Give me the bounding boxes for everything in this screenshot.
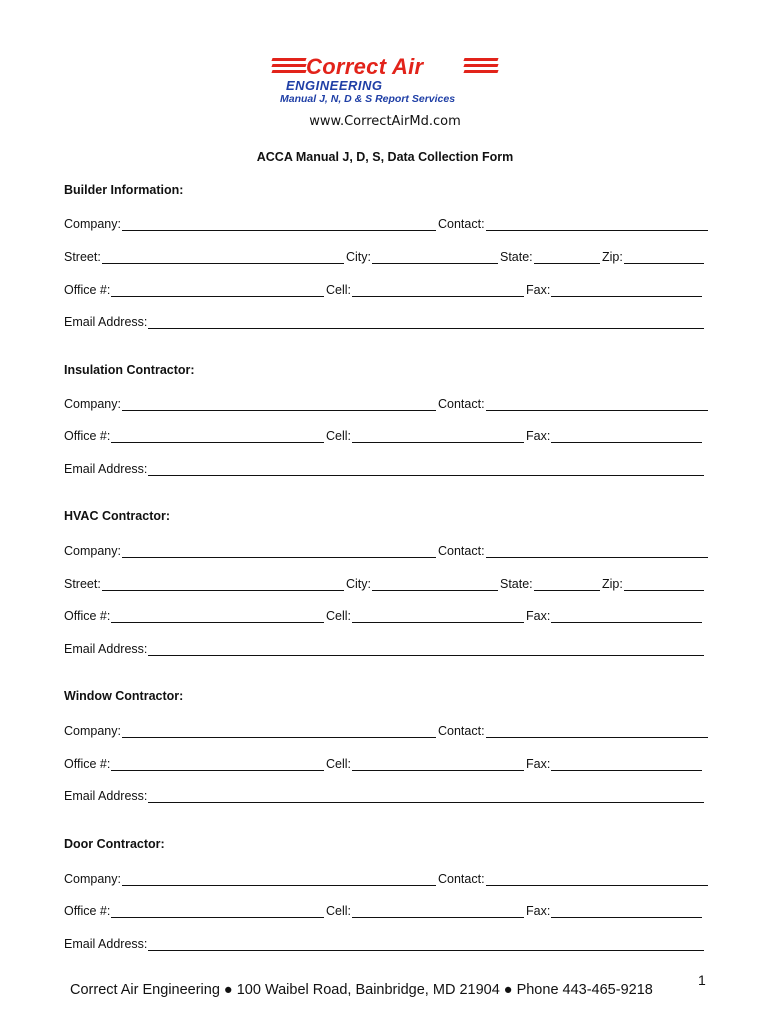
company-label: Company: xyxy=(64,397,121,411)
builder-row-address xyxy=(64,248,708,264)
fill-line[interactable] xyxy=(551,429,702,443)
window-company-field[interactable] xyxy=(64,722,436,738)
fill-line[interactable] xyxy=(122,217,436,231)
door-email-field[interactable] xyxy=(64,935,704,951)
logo-tagline: Manual J, N, D & S Report Services xyxy=(280,93,456,105)
company-logo xyxy=(268,52,508,108)
cell-label: Cell: xyxy=(326,429,352,443)
office-label: Office #: xyxy=(64,609,111,623)
door-contact-field[interactable] xyxy=(438,870,708,886)
window-fax-field[interactable] xyxy=(526,755,702,771)
section-insulation: Insulation Contractor: xyxy=(64,363,195,377)
email-label: Email Address: xyxy=(64,642,148,656)
fill-line[interactable] xyxy=(352,609,524,623)
hvac-street-field[interactable] xyxy=(64,575,344,591)
fill-line[interactable] xyxy=(534,250,600,264)
state-label: State: xyxy=(500,577,533,591)
office-label: Office #: xyxy=(64,757,111,771)
hvac-row-phone xyxy=(64,607,708,623)
hvac-office-field[interactable] xyxy=(64,607,324,623)
contact-label: Contact: xyxy=(438,872,485,886)
fill-line[interactable] xyxy=(551,904,702,918)
builder-row-company xyxy=(64,215,708,231)
fill-line[interactable] xyxy=(372,250,498,264)
street-label: Street: xyxy=(64,577,101,591)
insulation-cell-field[interactable] xyxy=(326,427,524,443)
fill-line[interactable] xyxy=(111,904,324,918)
zip-label: Zip: xyxy=(602,577,623,591)
street-label: Street: xyxy=(64,250,101,264)
door-office-field[interactable] xyxy=(64,902,324,918)
company-label: Company: xyxy=(64,872,121,886)
company-label: Company: xyxy=(64,544,121,558)
contact-label: Contact: xyxy=(438,724,485,738)
insulation-contact-field[interactable] xyxy=(438,395,708,411)
door-row-company xyxy=(64,870,708,886)
fill-line[interactable] xyxy=(352,904,524,918)
insulation-row-email xyxy=(64,460,708,476)
fill-line[interactable] xyxy=(102,577,344,591)
builder-contact-field[interactable] xyxy=(438,215,708,231)
fill-line[interactable] xyxy=(148,315,704,329)
cell-label: Cell: xyxy=(326,609,352,623)
fill-line[interactable] xyxy=(352,757,524,771)
hvac-cell-field[interactable] xyxy=(326,607,524,623)
email-label: Email Address: xyxy=(64,789,148,803)
fill-line[interactable] xyxy=(551,609,702,623)
window-row-phone xyxy=(64,755,708,771)
fill-line[interactable] xyxy=(148,462,704,476)
fill-line[interactable] xyxy=(372,577,498,591)
window-office-field[interactable] xyxy=(64,755,324,771)
hvac-company-field[interactable] xyxy=(64,542,436,558)
hvac-fax-field[interactable] xyxy=(526,607,702,623)
fax-label: Fax: xyxy=(526,609,551,623)
fill-line[interactable] xyxy=(148,642,704,656)
fax-label: Fax: xyxy=(526,757,551,771)
form-title: ACCA Manual J, D, S, Data Collection Form xyxy=(256,150,514,164)
section-door: Door Contractor: xyxy=(64,837,165,851)
insulation-fax-field[interactable] xyxy=(526,427,702,443)
fill-line[interactable] xyxy=(122,544,436,558)
fill-line[interactable] xyxy=(551,283,702,297)
fill-line[interactable] xyxy=(111,757,324,771)
fill-line[interactable] xyxy=(122,872,436,886)
window-email-field[interactable] xyxy=(64,787,704,803)
state-label: State: xyxy=(500,250,533,264)
door-cell-field[interactable] xyxy=(326,902,524,918)
page-number: 1 xyxy=(698,972,706,988)
fill-line[interactable] xyxy=(534,577,600,591)
builder-fax-field[interactable] xyxy=(526,281,702,297)
fill-line[interactable] xyxy=(111,609,324,623)
office-label: Office #: xyxy=(64,429,111,443)
website-url[interactable]: www.CorrectAirMd.com xyxy=(309,114,461,129)
builder-office-field[interactable] xyxy=(64,281,324,297)
contact-label: Contact: xyxy=(438,544,485,558)
window-row-email xyxy=(64,787,708,803)
office-label: Office #: xyxy=(64,283,111,297)
company-label: Company: xyxy=(64,217,121,231)
section-builder: Builder Information: xyxy=(64,183,184,197)
cell-label: Cell: xyxy=(326,757,352,771)
fill-line[interactable] xyxy=(486,397,708,411)
hvac-city-field[interactable] xyxy=(346,575,498,591)
door-company-field[interactable] xyxy=(64,870,436,886)
footer-contact-info: Correct Air Engineering ● 100 Waibel Road, Bainbridge, MD 21904 ● Phone 443-465-9218 xyxy=(70,982,653,998)
insulation-office-field[interactable] xyxy=(64,427,324,443)
hvac-row-email xyxy=(64,640,708,656)
city-label: City: xyxy=(346,250,371,264)
hvac-zip-field[interactable] xyxy=(602,575,704,591)
fill-line[interactable] xyxy=(111,429,324,443)
fill-line[interactable] xyxy=(486,872,708,886)
office-label: Office #: xyxy=(64,904,111,918)
fill-line[interactable] xyxy=(551,757,702,771)
builder-row-phone xyxy=(64,281,708,297)
builder-cell-field[interactable] xyxy=(326,281,524,297)
builder-row-email xyxy=(64,313,708,329)
email-label: Email Address: xyxy=(64,462,148,476)
window-row-company xyxy=(64,722,708,738)
email-label: Email Address: xyxy=(64,937,148,951)
zip-label: Zip: xyxy=(602,250,623,264)
cell-label: Cell: xyxy=(326,283,352,297)
contact-label: Contact: xyxy=(438,217,485,231)
fax-label: Fax: xyxy=(526,429,551,443)
fill-line[interactable] xyxy=(486,217,708,231)
insulation-row-company xyxy=(64,395,708,411)
company-label: Company: xyxy=(64,724,121,738)
logo-subtitle: ENGINEERING xyxy=(286,78,383,93)
insulation-email-field[interactable] xyxy=(64,460,704,476)
hvac-contact-field[interactable] xyxy=(438,542,708,558)
city-label: City: xyxy=(346,577,371,591)
fill-line[interactable] xyxy=(352,429,524,443)
builder-state-field[interactable] xyxy=(500,248,600,264)
builder-zip-field[interactable] xyxy=(602,248,704,264)
logo-stripes-right xyxy=(464,58,498,76)
door-row-phone xyxy=(64,902,708,918)
window-contact-field[interactable] xyxy=(438,722,708,738)
builder-company-field[interactable] xyxy=(64,215,436,231)
fill-line[interactable] xyxy=(624,250,704,264)
fill-line[interactable] xyxy=(102,250,344,264)
builder-city-field[interactable] xyxy=(346,248,498,264)
fill-line[interactable] xyxy=(122,397,436,411)
fill-line[interactable] xyxy=(486,544,708,558)
fill-line[interactable] xyxy=(624,577,704,591)
insulation-row-phone xyxy=(64,427,708,443)
fax-label: Fax: xyxy=(526,283,551,297)
fill-line[interactable] xyxy=(111,283,324,297)
fax-label: Fax: xyxy=(526,904,551,918)
fill-line[interactable] xyxy=(352,283,524,297)
logo-title: Correct Air xyxy=(306,54,424,79)
builder-email-field[interactable] xyxy=(64,313,704,329)
builder-street-field[interactable] xyxy=(64,248,344,264)
hvac-state-field[interactable] xyxy=(500,575,600,591)
door-row-email xyxy=(64,935,708,951)
window-cell-field[interactable] xyxy=(326,755,524,771)
logo-stripes-left xyxy=(272,58,306,76)
fill-line[interactable] xyxy=(148,789,704,803)
hvac-email-field[interactable] xyxy=(64,640,704,656)
fill-line[interactable] xyxy=(486,724,708,738)
hvac-row-address xyxy=(64,575,708,591)
cell-label: Cell: xyxy=(326,904,352,918)
insulation-company-field[interactable] xyxy=(64,395,436,411)
email-label: Email Address: xyxy=(64,315,148,329)
hvac-row-company xyxy=(64,542,708,558)
contact-label: Contact: xyxy=(438,397,485,411)
section-window: Window Contractor: xyxy=(64,689,184,703)
section-hvac: HVAC Contractor: xyxy=(64,509,171,523)
door-fax-field[interactable] xyxy=(526,902,702,918)
fill-line[interactable] xyxy=(122,724,436,738)
fill-line[interactable] xyxy=(148,937,704,951)
